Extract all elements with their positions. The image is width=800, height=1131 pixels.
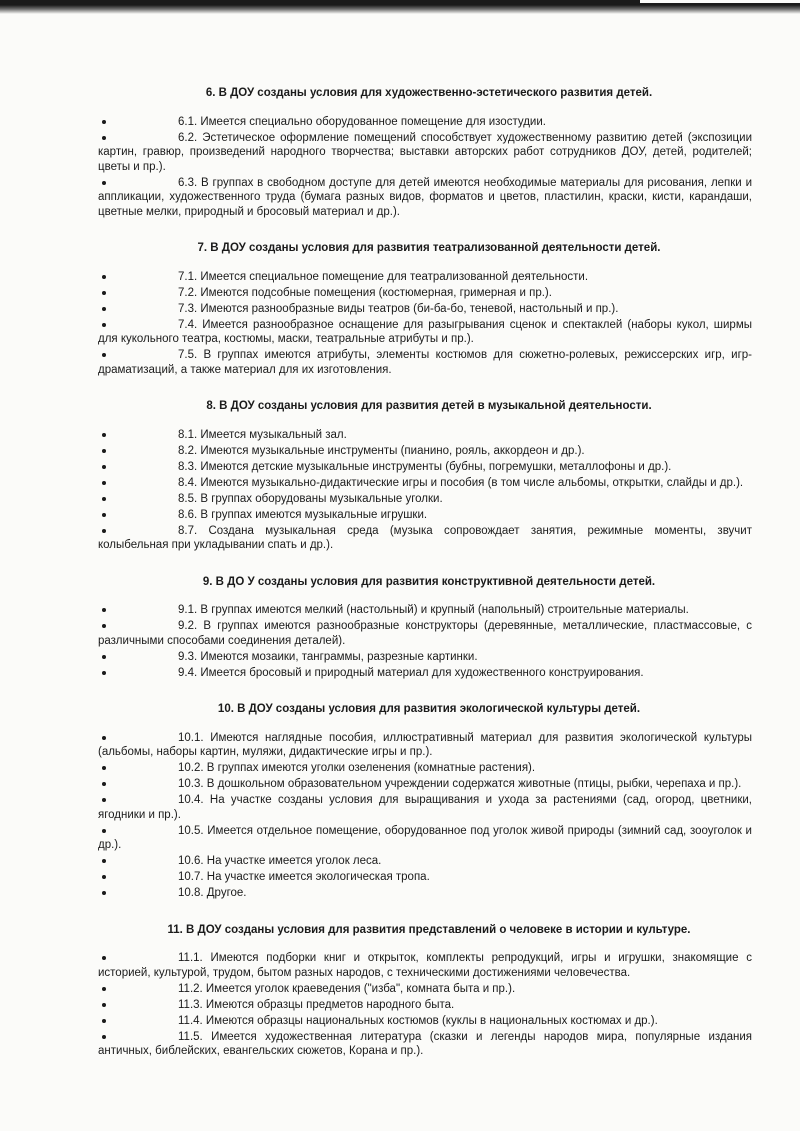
list-item-text: 10.5. Имеется отдельное помещение, оборудованное под уголок живой природы (зимний сад, зооуголок и др.). (98, 824, 752, 851)
bullet-icon (102, 731, 108, 745)
list-item-text: 8.4. Имеются музыкально-дидактические игры и пособия (в том числе альбомы, открытки, слайды и др.). (178, 476, 744, 489)
list-item-text: 7.4. Имеется разнообразное оснащение для разыгрывания сценок и спектаклей (наборы кукол, ширмы для кукольного театра, костюмы, маски, театральные атрибуты и пр.). (98, 318, 752, 345)
section-heading: 7. В ДОУ созданы условия для развития театрализованной деятельности детей. (197, 242, 661, 254)
list-item-text: 10.1. Имеются наглядные пособия, иллюстративный материал для развития экологической культуры (альбомы, наборы картин, муляжи, дидактические игры и пр.). (98, 731, 752, 758)
bullet-icon (102, 286, 108, 300)
list-item-text: 10.3. В дошкольном образовательном учреждении содержатся животные (птицы, рыбки, черепаха и пр.). (178, 778, 742, 790)
bullet-icon (102, 476, 108, 490)
document-section (98, 702, 752, 901)
bullet-icon (102, 131, 108, 145)
list-item-text: 10.4. На участке созданы условия для выращивания и ухода за растениями (сад, огород, цветники, ягодники и пр.). (98, 794, 752, 821)
list-item-text: 8.6. В группах имеются музыкальные игрушки. (178, 508, 428, 521)
section-heading: 6. В ДОУ созданы условия для художественно-эстетического развития детей. (205, 87, 653, 99)
section-list (98, 115, 752, 220)
bullet-icon (102, 492, 108, 506)
list-item (98, 886, 752, 901)
list-item (98, 619, 752, 648)
bullet-icon (102, 270, 108, 284)
list-item (98, 777, 752, 792)
bullet-icon (102, 302, 108, 316)
list-item (98, 348, 752, 377)
list-item (98, 318, 752, 347)
list-item-text: 10.2. В группах имеются уголки озеленения (комнатные растения). (178, 762, 536, 774)
bullet-icon (102, 603, 108, 617)
document-page (98, 86, 752, 1081)
bullet-icon (102, 951, 108, 965)
section-list (98, 731, 752, 901)
list-item-text: 7.1. Имеется специальное помещение для театрализованной деятельности. (178, 270, 589, 283)
bullet-icon (102, 666, 108, 680)
bullet-icon (102, 854, 108, 868)
list-item-text: 9.1. В группах имеются мелкий (настольный) и крупный (напольный) строительные материалы. (178, 604, 689, 616)
bullet-icon (102, 886, 108, 900)
list-item-text: 11.3. Имеются образцы предметов народного быта. (178, 998, 455, 1011)
list-item (98, 176, 752, 220)
bullet-icon (102, 777, 108, 791)
scan-top-edge (0, 0, 800, 14)
list-item-text: 6.3. В группах в свободном доступе для детей имеются необходимые материалы для рисования, лепки и аппликации, художественного труда (бумага разных видов, форматов и цветов, пластилин, краски, кисти, карандаши, цветные мелки, природный и бросовый материал и др.). (98, 176, 752, 218)
list-item-text: 6.1. Имеется специально оборудованное помещение для изостудии. (178, 115, 546, 128)
list-item (98, 731, 752, 760)
list-item (98, 492, 752, 507)
section-heading: 8. В ДОУ созданы условия для развития детей в музыкальной деятельности. (206, 400, 652, 412)
list-item (98, 998, 752, 1013)
bullet-icon (102, 508, 108, 522)
list-item-text: 7.5. В группах имеются атрибуты, элементы костюмов для сюжетно-ролевых, режиссерских игр, игр-драматизаций, а также материал для их изготовления. (98, 349, 752, 376)
list-item-text: 11.5. Имеется художественная литература (сказки и легенды народов мира, популярные издания античных, библейских, евангельских сюжетов, Корана и пр.). (98, 1030, 752, 1057)
bullet-icon (102, 115, 108, 129)
list-item (98, 428, 752, 443)
bullet-icon (102, 348, 108, 362)
document-section (98, 241, 752, 377)
bullet-icon (102, 793, 108, 807)
list-item (98, 603, 752, 618)
bullet-icon (102, 982, 108, 996)
list-item (98, 524, 752, 553)
list-item (98, 444, 752, 459)
document-section (98, 399, 752, 553)
document-section (98, 86, 752, 219)
list-item (98, 951, 752, 980)
list-item (98, 870, 752, 885)
list-item (98, 460, 752, 475)
list-item (98, 793, 752, 822)
document-section (98, 575, 752, 681)
bullet-icon (102, 761, 108, 775)
list-item (98, 508, 752, 523)
section-heading: 9. В ДО У созданы условия для развития конструктивной деятельности детей. (202, 575, 656, 588)
section-list (98, 603, 752, 680)
section-list (98, 270, 752, 378)
list-item (98, 476, 752, 491)
list-item (98, 270, 752, 285)
bullet-icon (102, 619, 108, 633)
bullet-icon (102, 870, 108, 884)
list-item (98, 115, 752, 130)
list-item-text: 6.2. Эстетическое оформление помещений способствует художественному развитию детей (экспозиции картин, гравюр, произведений народного творчества; выставки авторских работ сотрудников ДОУ, детей, родителей; цветы и пр.). (98, 131, 752, 173)
bullet-icon (102, 824, 108, 838)
list-item-text: 10.7. На участке имеется экологическая тропа. (178, 871, 430, 883)
section-heading: 11. В ДОУ созданы условия для развития представлений о человеке в истории и культуре. (167, 923, 691, 936)
section-list (98, 428, 752, 553)
list-item (98, 666, 752, 681)
section-list (98, 951, 752, 1059)
list-item-text: 8.1. Имеется музыкальный зал. (178, 428, 347, 441)
list-item (98, 982, 752, 997)
list-item-text: 9.3. Имеются мозаики, танграммы, разрезные картинки. (178, 650, 478, 663)
list-item-text: 10.8. Другое. (178, 887, 247, 899)
document-section (98, 923, 752, 1059)
bullet-icon (102, 176, 108, 190)
list-item-text: 10.6. На участке имеется уголок леса. (178, 855, 382, 867)
list-item-text: 8.5. В группах оборудованы музыкальные уголки. (178, 492, 443, 505)
list-item (98, 1030, 752, 1059)
list-item (98, 761, 752, 776)
bullet-icon (102, 650, 108, 664)
bullet-icon (102, 318, 108, 332)
list-item (98, 302, 752, 317)
bullet-icon (102, 524, 108, 538)
list-item-text: 8.3. Имеются детские музыкальные инструменты (бубны, погремушки, металлофоны и др.). (178, 460, 672, 473)
list-item-text: 8.2. Имеются музыкальные инструменты (пианино, рояль, аккордеон и др.). (178, 444, 585, 457)
list-item-text: 9.4. Имеется бросовый и природный материал для художественного конструирования. (178, 666, 644, 679)
list-item (98, 854, 752, 869)
list-item-text: 11.4. Имеются образцы национальных костюмов (куклы в национальных костюмах и др.). (178, 1014, 658, 1027)
list-item-text: 8.7. Создана музыкальная среда (музыка сопровождает занятия, режимные моменты, звучит колыбельная при укладывании спать и др.). (98, 524, 752, 551)
section-heading: 10. В ДОУ созданы условия для развития экологической культуры детей. (217, 703, 641, 715)
list-item (98, 650, 752, 665)
list-item (98, 131, 752, 175)
list-item (98, 1014, 752, 1029)
list-item-text: 11.2. Имеется уголок краеведения ("изба", комната быта и пр.). (178, 982, 516, 995)
list-item (98, 824, 752, 853)
bullet-icon (102, 1014, 108, 1028)
bullet-icon (102, 998, 108, 1012)
list-item-text: 7.3. Имеются разнообразные виды театров (би-ба-бо, теневой, настольный и пр.). (178, 302, 619, 315)
list-item-text: 11.1. Имеются подборки книг и открыток, комплекты репродукций, игры и игрушки, знакомящие с историей, культурой, трудом, бытом разных народов, с техническими достижениями человечества. (98, 952, 752, 979)
list-item-text: 9.2. В группах имеются разнообразные конструкторы (деревянные, металлические, пластмассовые, с различными способами соединения деталей). (98, 620, 752, 647)
list-item (98, 286, 752, 301)
list-item-text: 7.2. Имеются подсобные помещения (костюмерная, гримерная и пр.). (178, 286, 552, 299)
bullet-icon (102, 1030, 108, 1044)
bullet-icon (102, 460, 108, 474)
bullet-icon (102, 444, 108, 458)
bullet-icon (102, 428, 108, 442)
